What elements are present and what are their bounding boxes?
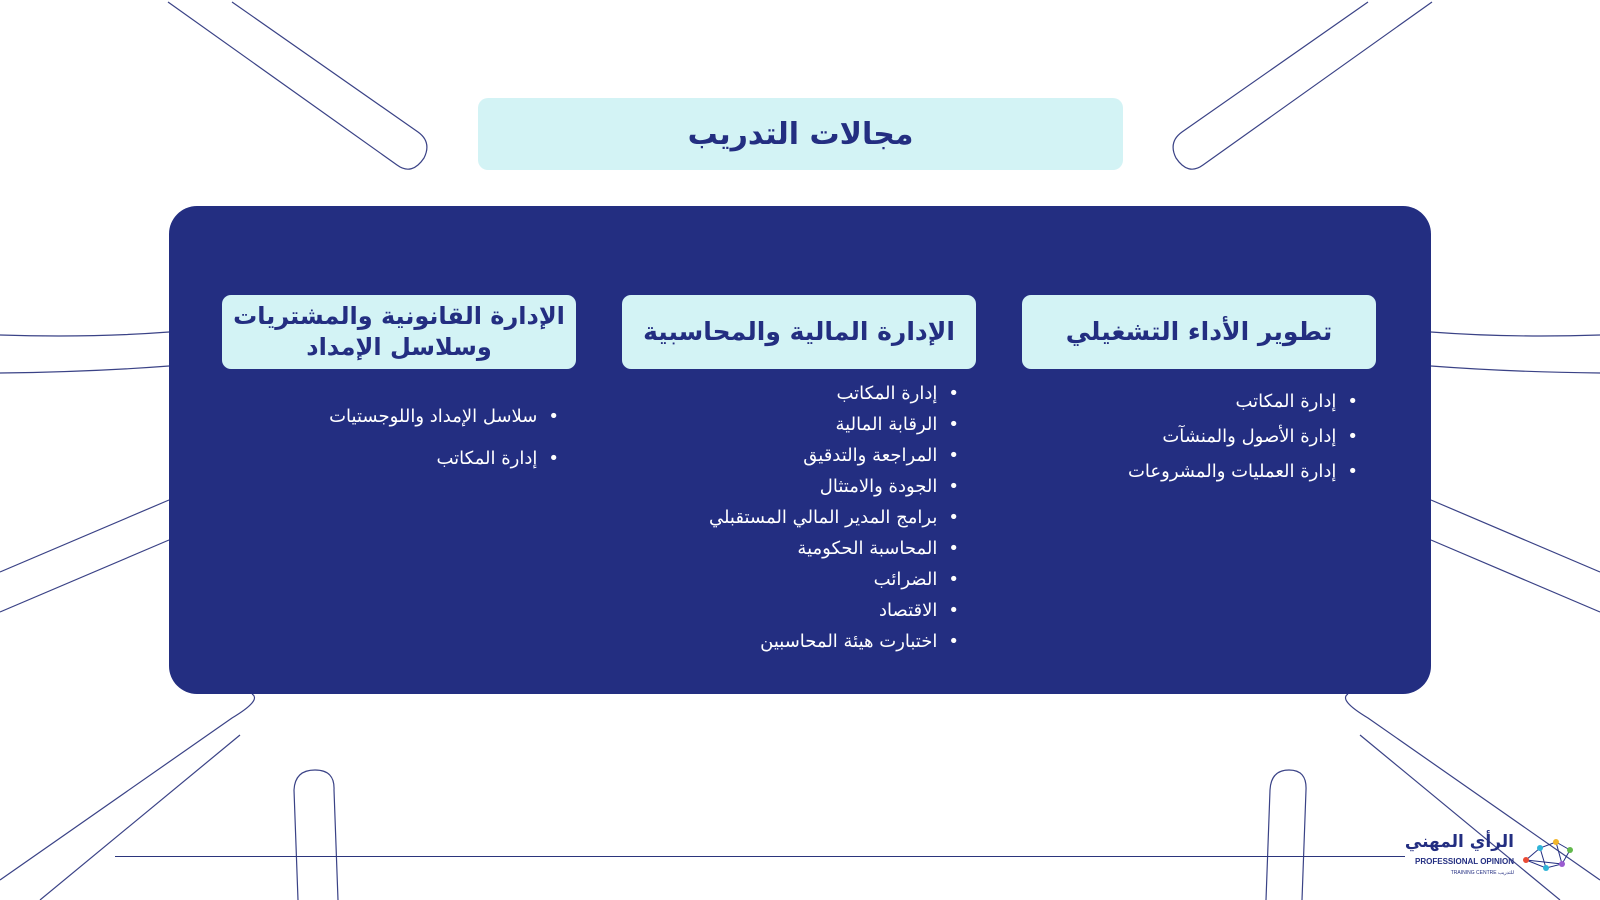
logo-english-text: PROFESSIONAL OPINION xyxy=(1415,857,1514,866)
list-item: • إدارة المكاتب xyxy=(1128,384,1358,419)
footer-divider xyxy=(115,856,1405,857)
list-item: • إدارة العمليات والمشروعات xyxy=(1128,454,1358,489)
list-item: • الجودة والامتثال xyxy=(709,471,959,502)
logo-subtitle xyxy=(1451,870,1514,876)
page-title: مجالات التدريب xyxy=(478,98,1123,170)
list-item: • برامج المدير المالي المستقبلي xyxy=(709,502,959,533)
list-item: • إدارة المكاتب xyxy=(329,438,559,480)
column-heading-legal-procurement xyxy=(222,295,576,369)
logo-subtitle-ar: للتدريب xyxy=(1497,870,1514,876)
list-item: • الرقابة المالية xyxy=(709,409,959,440)
heading-line-1: الإدارة القانونية والمشتريات xyxy=(233,302,565,330)
logo-arabic-text: الرأي المهني xyxy=(1404,832,1514,852)
financial-accounting-list xyxy=(709,378,959,657)
heading-line-2: وسلاسل الإمداد xyxy=(306,333,492,361)
list-item: • الاقتصاد xyxy=(709,595,959,626)
training-areas-panel xyxy=(169,206,1431,694)
list-item: • إدارة الأصول والمنشآت xyxy=(1128,419,1358,454)
operational-performance-list xyxy=(1128,384,1358,489)
list-item: • سلاسل الإمداد واللوجستيات xyxy=(329,396,559,438)
legal-procurement-list xyxy=(329,396,559,480)
list-item: • المراجعة والتدقيق xyxy=(709,440,959,471)
column-heading-operational-performance: تطوير الأداء التشغيلي xyxy=(1022,295,1376,369)
network-nodes-icon xyxy=(1518,830,1578,878)
column-heading-financial-accounting: الإدارة المالية والمحاسبية xyxy=(622,295,976,369)
list-item: • اختبارت هيئة المحاسبين xyxy=(709,626,959,657)
logo-subtitle-en: TRAINING CENTRE xyxy=(1450,870,1497,876)
list-item: • الضرائب xyxy=(709,564,959,595)
list-item: • المحاسبة الحكومية xyxy=(709,533,959,564)
company-logo xyxy=(1404,830,1578,888)
list-item: • إدارة المكاتب xyxy=(709,378,959,409)
